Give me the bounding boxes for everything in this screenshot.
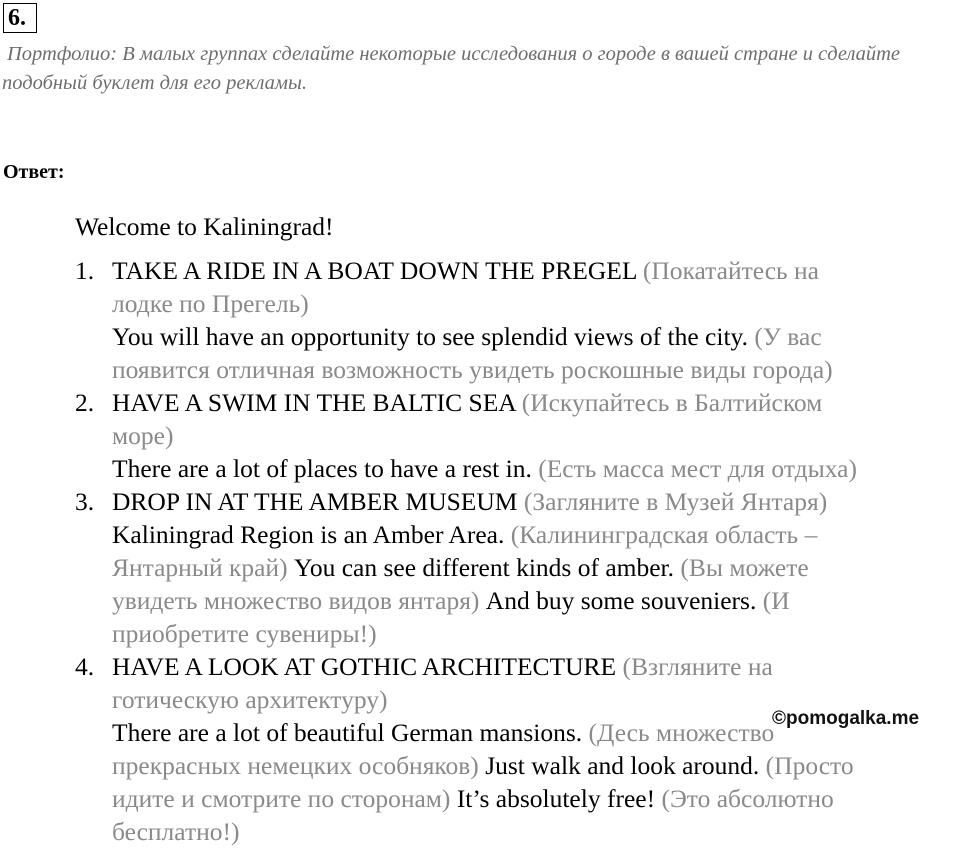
english-text: HAVE A SWIM IN THE BALTIC SEA (112, 388, 522, 417)
translation-text: (Есть масса мест для отдыха) (538, 454, 857, 483)
translation-text: (Это абсолютно (661, 784, 834, 813)
welcome-heading: Welcome to Kaliningrad! (75, 212, 334, 241)
text-line (112, 254, 960, 287)
text-line (112, 815, 960, 848)
translation-text: (Калининградская область – (510, 520, 818, 549)
text-line (112, 287, 960, 320)
translation-text: (Взгляните на (622, 652, 773, 681)
english-text: There are a lot of beautiful German mansions. (112, 718, 589, 747)
text-line (112, 320, 960, 353)
english-text: And buy some souveniers. (485, 586, 763, 615)
translation-text: море) (112, 421, 174, 450)
list-item-number: 2. (75, 388, 95, 417)
list-item (75, 386, 960, 485)
translation-text: прекрасных немецких особняков) (112, 751, 486, 780)
text-line (112, 551, 960, 584)
answer-content (75, 210, 960, 848)
translation-text: (И (762, 586, 790, 615)
task-number: 6. (3, 3, 37, 33)
translation-text: (Покатайтесь на (642, 256, 819, 285)
text-line (112, 518, 960, 551)
english-text: HAVE A LOOK AT GOTHIC ARCHITECTURE (112, 652, 623, 681)
list-item (75, 485, 960, 650)
text-line (112, 617, 960, 650)
translation-text: (Просто (765, 751, 854, 780)
translation-text: (Загляните в Музей Янтаря) (523, 487, 828, 516)
english-text: You will have an opportunity to see splendid views of the city. (112, 322, 755, 351)
english-text: TAKE A RIDE IN A BOAT DOWN THE PREGEL (112, 256, 643, 285)
text-line (112, 485, 960, 518)
text-line (112, 353, 960, 386)
english-text: It’s absolutely free! (456, 784, 662, 813)
text-line (112, 782, 960, 815)
activity-list (75, 254, 960, 848)
text-line (112, 749, 960, 782)
task-instruction: Портфолио: В малых группах сделайте некоторые исследования о городе в вашей стране и сделайте подобный буклет для его рекламы. (2, 43, 901, 94)
list-item (75, 254, 960, 386)
translation-text: (Искупайтесь в Балтийском (521, 388, 823, 417)
translation-text: (Десь множество (588, 718, 775, 747)
text-line (112, 584, 960, 617)
english-text: Kaliningrad Region is an Amber Area. (112, 520, 511, 549)
english-text: Just walk and look around. (485, 751, 766, 780)
answer-label: Ответ: (3, 161, 65, 183)
translation-text: Янтарный край) (112, 553, 294, 582)
watermark: ©pomogalka.me (772, 708, 920, 729)
english-text: You can see different kinds of amber. (293, 553, 681, 582)
list-item-number: 4. (75, 652, 95, 681)
translation-text: увидеть множество видов янтаря) (112, 586, 486, 615)
text-line (112, 452, 960, 485)
translation-text: приобретите сувениры!) (112, 619, 377, 648)
translation-text: (Вы можете (680, 553, 809, 582)
translation-text: (У вас (754, 322, 822, 351)
text-line (112, 386, 960, 419)
list-item-number: 3. (75, 487, 95, 516)
text-line (112, 650, 960, 683)
translation-text: идите и смотрите по сторонам) (112, 784, 457, 813)
text-line (112, 419, 960, 452)
list-item-number: 1. (75, 256, 95, 285)
translation-text: готическую архитектуру) (112, 685, 388, 714)
english-text: DROP IN AT THE AMBER MUSEUM (112, 487, 524, 516)
translation-text: бесплатно!) (112, 817, 240, 846)
translation-text: лодке по Прегель) (112, 289, 309, 318)
list-item (75, 650, 960, 848)
english-text: There are a lot of places to have a rest in. (112, 454, 539, 483)
translation-text: появится отличная возможность увидеть роскошные виды города) (112, 355, 833, 384)
